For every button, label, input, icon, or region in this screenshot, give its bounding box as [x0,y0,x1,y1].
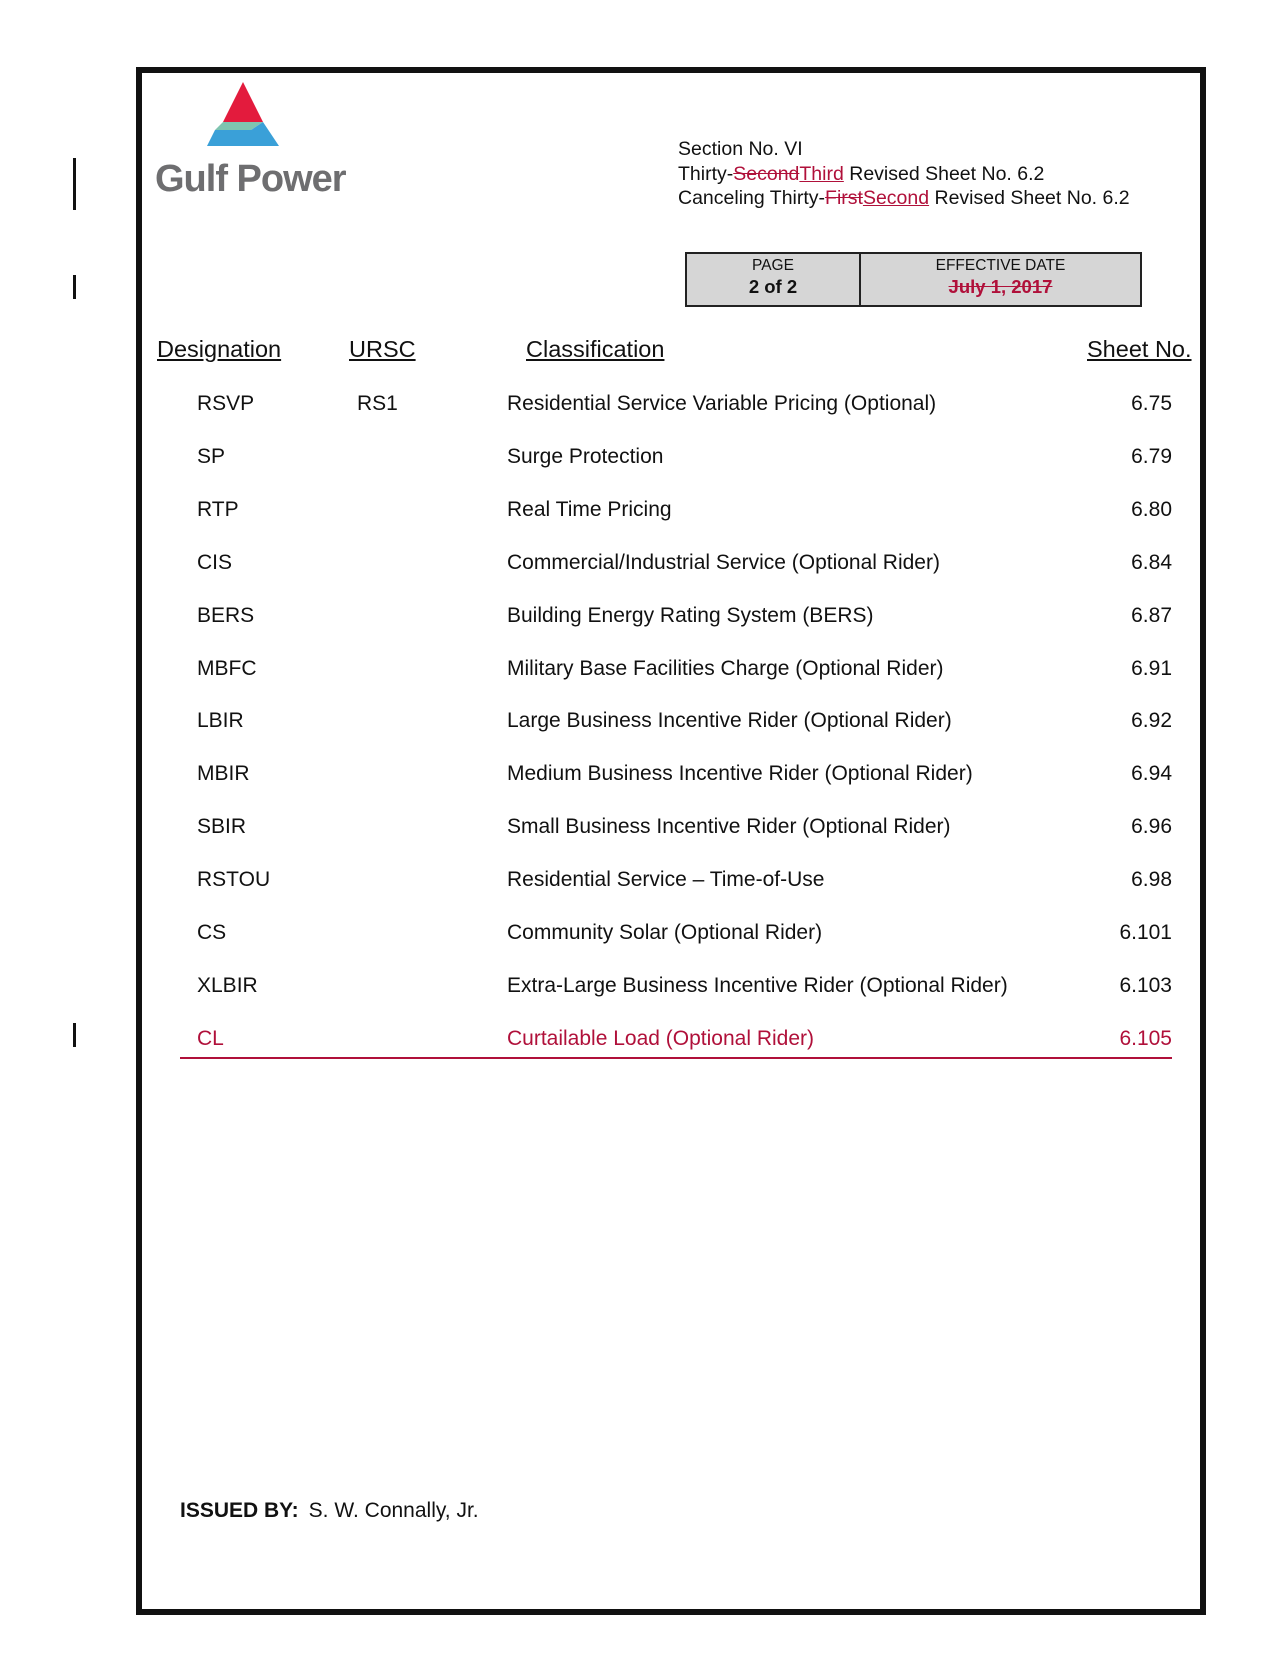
row-sheet-number: 6.84 [1131,551,1172,574]
logo-triangle-icon [205,80,281,148]
table-row [180,551,1172,591]
table-row [180,657,1172,697]
row-sheet-number: 6.101 [1119,921,1172,944]
row-ursc: RS1 [357,392,398,415]
revised-inserted-text: Third [799,162,844,185]
row-classification: Community Solar (Optional Rider) [507,921,823,944]
table-row [180,868,1172,908]
column-header-classification: Classification [526,336,665,362]
revision-change-bar [73,1023,76,1047]
row-classification: Surge Protection [507,445,664,468]
row-designation: XLBIR [197,974,258,997]
row-sheet-number: 6.105 [1119,1027,1172,1050]
table-row [180,762,1172,802]
column-header-designation: Designation [157,336,282,362]
page-effective-date-box [685,252,1142,307]
row-sheet-number: 6.80 [1131,498,1172,521]
row-designation: SP [197,445,226,468]
revised-suffix: Revised Sheet No. 6.2 [843,162,1045,185]
revision-change-bar [73,158,76,210]
canceling-suffix: Revised Sheet No. 6.2 [929,187,1130,209]
canceling-deleted-text: First [825,187,863,209]
table-row-inserted [180,1027,1172,1059]
row-sheet-number: 6.96 [1131,815,1172,838]
row-designation: CL [197,1027,224,1050]
table-row [180,815,1172,855]
row-classification: Curtailable Load (Optional Rider) [507,1027,814,1050]
row-designation: MBIR [197,762,250,785]
column-header-ursc: URSC [349,336,416,362]
row-classification: Residential Service – Time-of-Use [507,868,825,891]
issued-by-label: ISSUED BY: [180,1499,299,1522]
row-sheet-number: 6.92 [1131,709,1172,732]
logo-wordmark: Gulf Power [155,158,346,200]
row-classification: Residential Service Variable Pricing (Optional) [507,392,937,415]
row-classification: Small Business Incentive Rider (Optional Rider) [507,815,951,838]
row-classification: Real Time Pricing [507,498,672,521]
gulf-power-logo [155,80,345,200]
revised-deleted-text: Second [733,162,800,185]
page-label: PAGE [752,257,794,274]
table-row [180,604,1172,644]
row-sheet-number: 6.98 [1131,868,1172,891]
table-row [180,392,1172,432]
revision-change-bar [73,275,76,299]
page-value: 2 of 2 [748,276,798,297]
table-row [180,445,1172,485]
table-row [180,709,1172,749]
row-classification: Large Business Incentive Rider (Optional Rider) [507,709,952,732]
table-row [180,921,1172,961]
canceling-sheet-line [678,186,1130,211]
row-classification: Commercial/Industrial Service (Optional Rider) [507,551,940,574]
row-designation: BERS [197,604,255,627]
row-sheet-number: 6.87 [1131,604,1172,627]
row-sheet-number: 6.75 [1131,392,1172,415]
row-designation: RSTOU [197,868,271,891]
issued-by-name: S. W. Connally, Jr. [308,1499,479,1522]
issued-by [180,1499,479,1523]
row-classification: Medium Business Incentive Rider (Optional Rider) [507,762,973,785]
canceling-inserted-text: Second [862,187,930,209]
page-cell [687,254,861,305]
revised-sheet-line [678,162,1130,187]
revised-prefix: Thirty- [678,162,734,185]
row-sheet-number: 6.103 [1119,974,1172,997]
row-designation: LBIR [197,709,244,732]
effective-date-deleted-value: July 1, 2017 [948,276,1053,297]
row-sheet-number: 6.79 [1131,445,1172,468]
effective-date-cell [861,254,1140,305]
sheet-reference [678,137,1130,211]
row-designation: MBFC [197,657,257,680]
section-number: Section No. VI [678,138,803,160]
row-designation: RSVP [197,392,255,415]
effective-date-label: EFFECTIVE DATE [935,257,1066,274]
row-classification: Extra-Large Business Incentive Rider (Optional Rider) [507,974,1008,997]
table-row [180,498,1172,538]
row-classification: Military Base Facilities Charge (Optional Rider) [507,657,944,680]
canceling-prefix: Canceling Thirty- [678,187,826,209]
row-sheet-number: 6.94 [1131,762,1172,785]
table-row [180,974,1172,1014]
row-sheet-number: 6.91 [1131,657,1172,680]
row-designation: RTP [197,498,239,521]
row-designation: CIS [197,551,233,574]
row-classification: Building Energy Rating System (BERS) [507,604,874,627]
row-designation: CS [197,921,227,944]
column-header-sheet-no: Sheet No. [1087,336,1192,362]
row-designation: SBIR [197,815,247,838]
